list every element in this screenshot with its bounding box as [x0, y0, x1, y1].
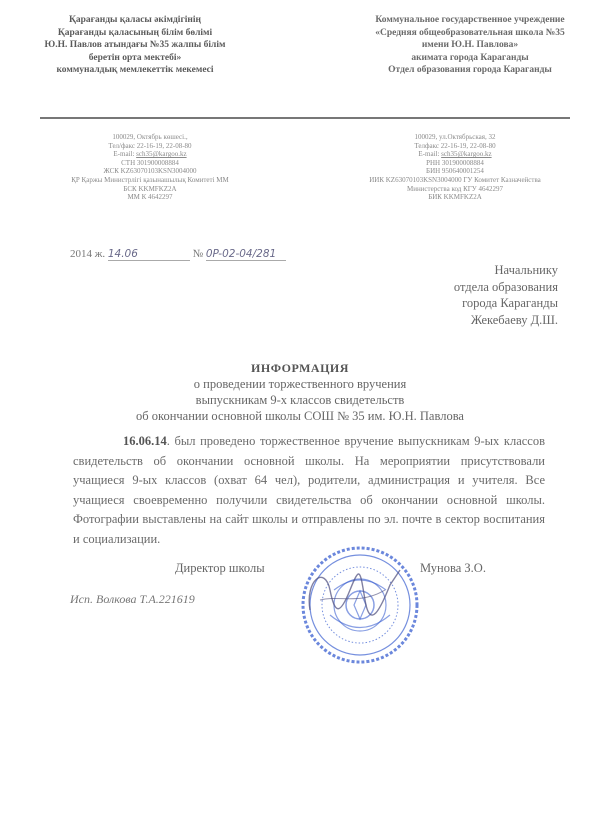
- header-russian-line: «Средняя общеобразовательная школа №35: [375, 27, 565, 38]
- address-line: БИН 950640001254: [426, 167, 484, 176]
- event-date: 16.06.14: [123, 434, 167, 448]
- header-kazakh-line: Қарағанды қаласы әкімдігінің: [69, 15, 201, 25]
- header-kazakh-line: Ю.Н. Павлов атындағы №35 жалпы білім: [44, 40, 226, 51]
- address-line: ММ К 4642297: [127, 193, 173, 202]
- address-line: Министерства код КГУ 4642297: [406, 184, 504, 193]
- address-email-line: [345, 150, 565, 159]
- header-kazakh-line: Қарағанды қаласының білім бөлімі: [57, 27, 213, 38]
- document-subtitle-line: выпускникам 9-х классов свидетельств: [195, 393, 405, 407]
- header-russian-line: Коммунальное государственное учреждение: [375, 15, 565, 25]
- address-line: БИК KKMFKZ2A: [428, 193, 482, 202]
- address-line: РНН 301900008884: [426, 158, 484, 167]
- address-email-line: [20, 150, 280, 159]
- body-text: . был проведено торжественное вручение выпускникам 9-ых классов свидетельств об окончании основной школы. На мероприятии присутствовали учащиеся 9-ых классов (охват 64 чел), родители, администрация и учителя. Все учащиеся своевременно получили свидетельства об окончании основной школы. Фотографии выставлены на сайт школы и отправлены по эл. почте в сектор воспитания и социализации.: [73, 434, 545, 546]
- handwritten-date: 14.06: [107, 248, 138, 260]
- header-kazakh-line: коммуналдық мемлекеттік мекемесі: [56, 65, 214, 76]
- header-russian-line: Отдел образования города Караганды: [388, 65, 552, 76]
- recipient-line: отдела образования: [453, 279, 558, 294]
- number-label: №: [192, 248, 204, 260]
- reference-line: [70, 248, 286, 261]
- recipient-line: города Караганды: [462, 296, 558, 310]
- handwritten-number: 0P-02-04/281: [205, 248, 277, 260]
- document-subtitle-line: о проведении торжественного вручения: [193, 377, 407, 391]
- header-divider: [40, 117, 570, 119]
- email-label: E-mail:: [418, 150, 442, 159]
- signature-scribble-icon: [300, 560, 420, 620]
- header-russian-block: [350, 14, 590, 77]
- recipient-block: [454, 262, 558, 328]
- body-paragraph: [73, 432, 545, 549]
- year-label: 2014 ж.: [70, 248, 106, 260]
- document-subtitle-line: об окончании основной школы СОШ № 35 им. Ю.Н. Павлова: [136, 409, 464, 423]
- document-title-block: [0, 360, 600, 424]
- director-name: Мунова З.О.: [420, 561, 486, 575]
- header-kazakh-line: беретін орта мектебі»: [88, 52, 182, 63]
- address-line: БСК KKMFKZ2A: [123, 184, 177, 193]
- executor-note: Исп. Волкова Т.А.221619: [70, 592, 195, 606]
- address-russian-block: [345, 133, 565, 202]
- email-link[interactable]: sch35@kargoo.kz: [136, 150, 187, 159]
- address-line: ҚР Қаржы Министрлігі қазынашылық Комитеті ММ: [71, 175, 229, 184]
- number-blank: [206, 248, 286, 261]
- header-kazakh-block: [20, 14, 250, 77]
- address-kazakh-block: [20, 133, 280, 202]
- email-link[interactable]: sch35@kargoo.kz: [441, 150, 492, 159]
- email-label: E-mail:: [113, 150, 137, 159]
- address-line: Телфакс 22-16-19, 22-08-80: [414, 141, 496, 150]
- date-blank: [108, 248, 190, 261]
- address-line: СТН 301900008884: [121, 158, 179, 167]
- address-line: 100029, ул.Октябрьская, 32: [414, 133, 496, 141]
- header-russian-line: имени Ю.Н. Павлова»: [421, 40, 519, 51]
- document-title: ИНФОРМАЦИЯ: [251, 361, 349, 375]
- header-russian-line: акимата города Караганды: [411, 52, 529, 63]
- recipient-line: Жекебаеву Д.Ш.: [470, 312, 558, 327]
- director-role: Директор школы: [175, 561, 265, 575]
- address-line: ИИК KZ63070103KSN3004000 ГУ Комитет Казначейства: [369, 175, 541, 184]
- address-line: 100029, Октябрь көшесі.,: [112, 133, 188, 141]
- recipient-line: Начальнику: [494, 263, 558, 277]
- address-line: Тел/факс 22-16-19, 22-08-80: [108, 141, 192, 150]
- address-line: ЖСК KZ63070103KSN3004000: [103, 167, 197, 176]
